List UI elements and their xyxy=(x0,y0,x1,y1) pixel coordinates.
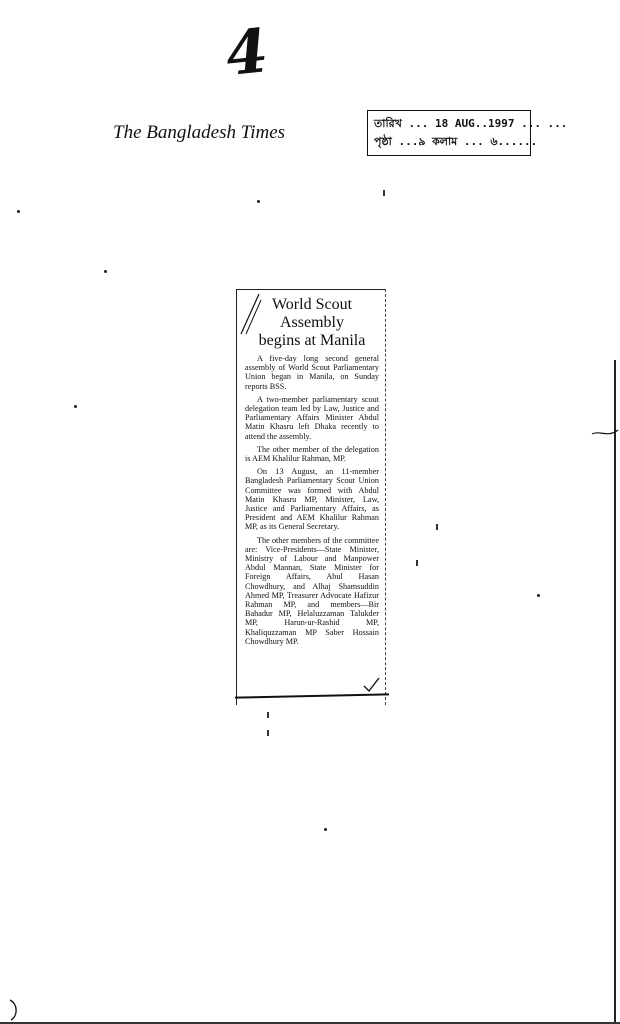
article-paragraph: On 13 August, an 11-member Bangladesh Parliamentary Scout Union Committee was formed with Abdul Matin Khasru MP, Minister, Law, Justice and Parliamentary Affairs, as President and AEM Khalilur Rahman MP, as its General Secretary. xyxy=(245,467,379,532)
article-headline xyxy=(245,296,379,350)
scan-speck xyxy=(257,200,260,203)
article-clipping xyxy=(236,289,386,705)
newspaper-masthead: The Bangladesh Times xyxy=(113,122,286,143)
page-number: 4 xyxy=(222,16,272,90)
scan-tick xyxy=(267,730,269,736)
article-body xyxy=(245,354,379,646)
headline-line-2: Assembly xyxy=(280,314,344,331)
scan-tick xyxy=(416,560,418,566)
scan-speck xyxy=(74,405,77,408)
scan-speck xyxy=(537,594,540,597)
scan-tick xyxy=(383,190,385,196)
article-paragraph: A five-day long second general assembly of World Scout Parliamentary Union began in Manila, on Sunday reports BSS. xyxy=(245,354,379,391)
edge-mark-icon xyxy=(590,426,620,440)
article-paragraph: The other members of the committee are: Vice-Presidents—State Minister, Ministry of Labour and Manpower Abdul Mannan, State Minister for Foreign Affairs, Abul Hasan Chowdhury, and Alhaj Shamsuddin Ahmed MP, Treasurer Advocate Hafizur Rahman MP, and members—Bir Bahadur MP, Helaluzzaman Talukder MP, Harun-ur-Rashid MP, Khaliquzzaman MP Saber Hossain Chowdhury MP. xyxy=(245,535,379,646)
stamp-date-row: তারিখ ... 18 AUG..1997 ... ... xyxy=(374,117,568,130)
article-paragraph: The other member of the delegation is AEM Khalilur Rahman, MP. xyxy=(245,444,379,464)
scan-speck xyxy=(324,828,327,831)
article-paragraph: A two-member parliamentary scout delegation team led by Law, Justice and Parliamentary Affairs Minister Abdul Matin Khasru left Dhaka recently to attend the assembly. xyxy=(245,394,379,441)
corner-mark-icon xyxy=(8,998,22,1022)
archive-stamp xyxy=(367,110,568,156)
headline-line-3: begins at Manila xyxy=(258,332,366,349)
scan-speck xyxy=(17,210,20,213)
headline-line-1: World Scout xyxy=(271,296,353,313)
slash-mark-icon xyxy=(239,292,263,336)
stamp-page-row: পৃষ্ঠা ...৯ কলাম ... ৬...... xyxy=(374,135,538,148)
scan-tick xyxy=(436,524,438,530)
clipping-bottom-rule xyxy=(235,693,389,698)
scan-tick xyxy=(267,712,269,718)
scan-speck xyxy=(104,270,107,273)
check-mark-icon xyxy=(363,677,381,693)
page-right-border xyxy=(614,360,616,1024)
